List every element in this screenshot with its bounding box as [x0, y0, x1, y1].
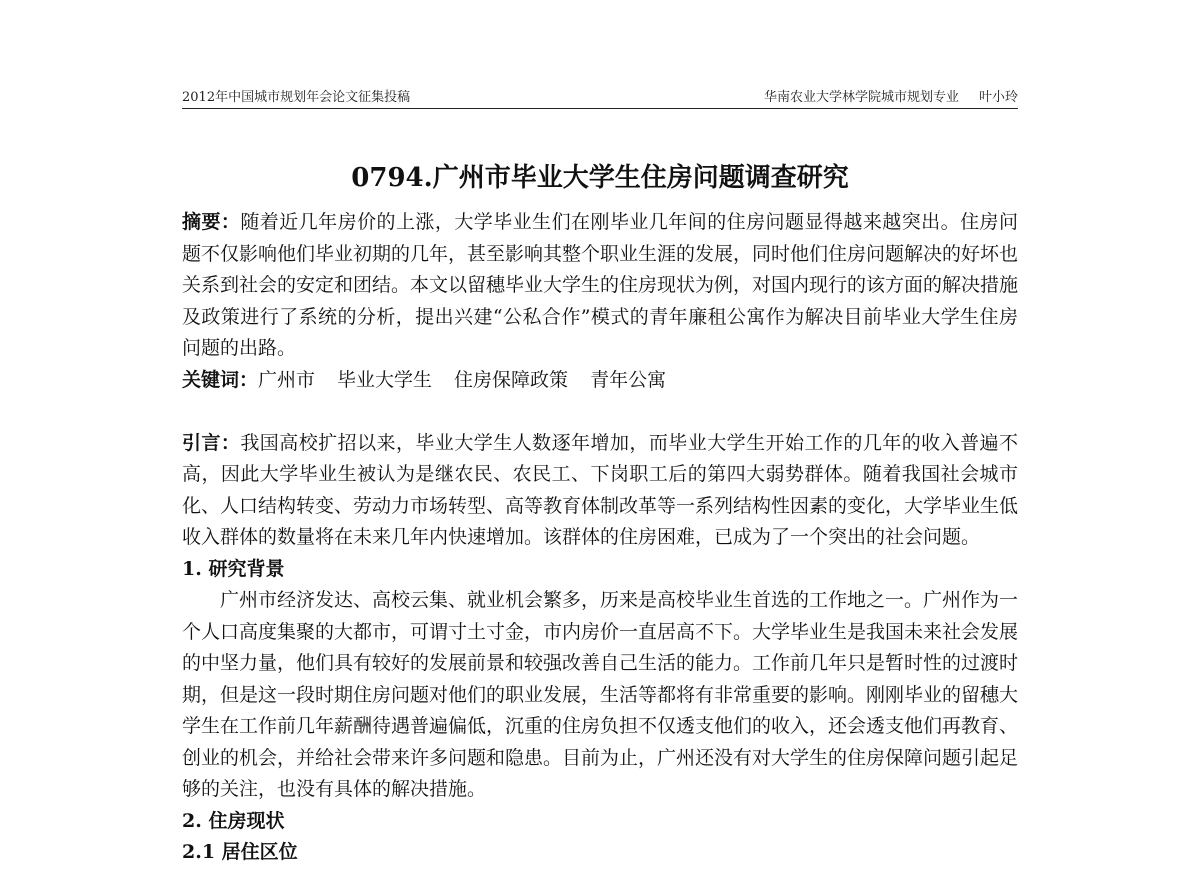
- paragraph-spacer: [182, 396, 1018, 428]
- keyword-item: 广州市: [258, 368, 316, 391]
- intro-label: 引言：: [182, 431, 241, 454]
- keywords-label: 关键词：: [182, 368, 259, 391]
- section1-paragraph: 广州市经济发达、高校云集、就业机会繁多，历来是高校毕业生首选的工作地之一。广州作为一个人口高度集聚的大都市，可谓寸土寸金，市内房价一直居高不下。大学毕业生是我国未来社会发展的中坚力量，他们具有较好的发展前景和较强改善自己生活的能力。工作前几年只是暂时性的过渡时期，但是这一段时期住房问题对他们的职业发展，生活等都将有非常重要的影响。刚刚毕业的留穗大学生在工作前几年薪酬待遇普遍偏低，沉重的住房负担不仅透支他们的收入，还会透支他们再教育、创业的机会，并给社会带来许多问题和隐患。目前为止，广州还没有对大学生的住房保障问题引起足够的关注，也没有具体的解决措施。: [182, 589, 1019, 800]
- paper-body: [182, 207, 1018, 869]
- section-heading-housing-status: 2. 住房现状: [182, 809, 285, 832]
- abstract-text: 随着近几年房价的上涨，大学毕业生们在刚毕业几年间的住房问题显得越来越突出。住房问题不仅影响他们毕业初期的几年，甚至影响其整个职业生涯的发展，同时他们住房问题解决的好坏也关系到社会的安定和团结。本文以留穗毕业大学生的住房现状为例，对国内现行的该方面的解决措施及政策进行了系统的分析，提出兴建“公私合作”模式的青年廉租公寓作为解决目前毕业大学生住房问题的出路。: [182, 211, 1019, 359]
- keyword-item: 毕业大学生: [337, 368, 433, 391]
- header-conference: 2012年中国城市规划年会论文征集投稿: [182, 90, 411, 105]
- header-author: 叶小玲: [978, 90, 1018, 105]
- intro-paragraph: [182, 428, 1018, 554]
- abstract-label: 摘要：: [182, 211, 241, 233]
- header-affiliation: 华南农业大学林学院城市规划专业: [763, 90, 959, 105]
- section-heading-research-background: 1. 研究背景: [182, 557, 285, 580]
- header-affiliation-author: [764, 88, 1018, 108]
- keyword-item: 青年公寓: [590, 368, 667, 391]
- abstract-paragraph: [182, 207, 1018, 365]
- paper-title: 0794.广州市毕业大学生住房问题调查研究: [351, 163, 849, 193]
- keyword-item: 住房保障政策: [454, 368, 569, 391]
- keywords-line: [182, 365, 1018, 397]
- intro-text: 我国高校扩招以来，毕业大学生人数逐年增加，而毕业大学生开始工作的几年的收入普遍不高，因此大学毕业生被认为是继农民、农民工、下岗职工后的第四大弱势群体。随着我国社会城市化、人口结构转变、劳动力市场转型、高等教育体制改革等一系列结构性因素的变化，大学毕业生低收入群体的数量将在未来几年内快速增加。该群体的住房困难，已成为了一个突出的社会问题。: [182, 431, 1019, 548]
- subsection-heading-residential-location: 2.1 居住区位: [182, 841, 298, 863]
- running-header: [182, 88, 1018, 109]
